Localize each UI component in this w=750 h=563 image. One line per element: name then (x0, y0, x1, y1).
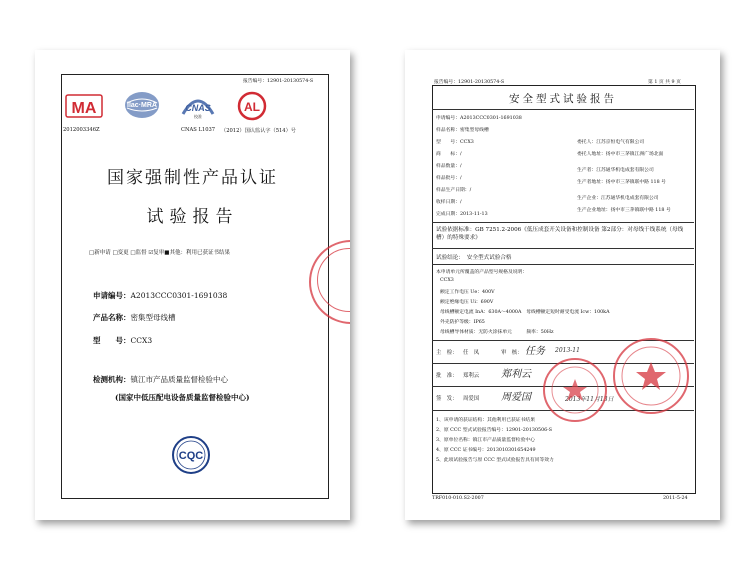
info-line: 型 号：CCX3 (436, 140, 474, 145)
red-seal (613, 338, 689, 414)
report-number: 报告编号：12901-20130574-S (243, 79, 314, 84)
info-line: 委托人：江苏京恒电气有限公司 (577, 140, 645, 145)
basis-text: GB 7251.2-2006《低压成套开关设备和控制设备 第2部分：对母线干线系统（母线槽）的特殊要求》 (436, 227, 684, 241)
svg-text:MA: MA (71, 100, 97, 117)
sign-role: 主 检： (436, 350, 458, 356)
sign-person: 周爱国 (463, 396, 480, 402)
info-line: 委托人地址：扬中市三茅镇江洲广场北面 (577, 152, 664, 157)
field-testing-org (93, 374, 228, 385)
basis-label: 试验依据标准： (436, 227, 476, 233)
field-label: 型 号： (93, 336, 131, 345)
star-icon (615, 340, 687, 412)
sign-person: 郑利云 (463, 373, 480, 379)
field-product-name (93, 312, 176, 323)
divider (432, 264, 694, 265)
note-line: 1、该申请的获证结构：其他利用已获证书结果 (436, 418, 535, 423)
info-line: 生产者地址：扬中市三茅镇联中路 118 号 (577, 180, 666, 185)
sign-date: 2013-11 (555, 347, 580, 354)
coverage-line: 母线槽导体材质：无防火涂抹单元 频率：50Hz (440, 330, 554, 335)
info-line: 申请编号：A2013CCC0301-1691038 (436, 116, 522, 121)
field-value: A2013CCC0301-1691038 (130, 291, 228, 300)
info-line: 样品生产日期：/ (436, 188, 472, 193)
cover-subtitle: 试验报告 (146, 207, 239, 227)
field-application-no (93, 290, 227, 301)
info-line: 样品名称：密集型母线槽 (436, 128, 489, 133)
divider (432, 109, 694, 110)
signature: 郑利云 (501, 369, 531, 380)
info-line: 完成日期：2013-11-13 (436, 212, 488, 217)
conclusion: 试验结论： 安全型式试验合格 (436, 255, 512, 261)
application-type: □新申请 □变更 □监督 ☑复审■其他：利用已获证书结果 (89, 250, 230, 256)
coverage-line: 额定绝缘电压 Ui：690V (440, 300, 494, 305)
info-line: 样品批号：/ (436, 176, 462, 181)
basis-standard (436, 226, 690, 242)
page-info: 第 1 页 共 9 页 (648, 80, 681, 85)
report-page (405, 50, 720, 520)
star-icon (545, 360, 605, 420)
field-label: 申请编号： (93, 291, 131, 300)
coverage-line: 外壳防护等级：IP65 (440, 320, 485, 325)
signature: 周爱国 (501, 392, 531, 403)
sign-role: 签 发： (436, 396, 458, 402)
sign-date: 2013年11月13日 (565, 396, 614, 403)
coverage-line: 额定工作电压 Ue：400V (440, 290, 495, 295)
cnas-code: CNAS L1037 (181, 127, 216, 133)
signature: 任务 (525, 346, 545, 357)
note-line: 5、此项试验报告与原 CCC 型式试验报告具有同等效力 (436, 458, 554, 463)
note-line: 2、原 CCC 型式试验报告编号：12901-20130506-S (436, 428, 553, 433)
info-line: 生产企业：江苏通华机电成套有限公司 (577, 196, 659, 201)
divider (432, 222, 694, 223)
note-line: 4、原 CCC 证书编号：2013010301654249 (436, 448, 536, 453)
ilac-mra-logo (122, 90, 162, 120)
field-label: 检测机构： (93, 375, 131, 384)
red-seal (543, 358, 607, 422)
svg-text:AL: AL (244, 100, 260, 114)
testing-org-subname: (国家中低压配电设备质量监督检验中心) (115, 393, 250, 402)
coverage-title: 本申请单元所覆盖的产品型号规格及说明： (436, 270, 528, 275)
info-line: 样品数量：/ (436, 164, 462, 169)
report-number-right: 报告编号：12901-20130574-S (434, 80, 505, 85)
field-model (93, 335, 152, 346)
report-title: 安全型式试验报告 (509, 93, 617, 105)
info-line: 收样日期：/ (436, 200, 462, 205)
field-value: CCX3 (130, 336, 153, 345)
cal-code: （2012）国认监认字（514）号 (221, 128, 296, 134)
svg-text:CNAS: CNAS (185, 103, 211, 113)
cover-page (35, 50, 350, 520)
info-line: 商 标：/ (436, 152, 462, 157)
cqc-logo (166, 435, 216, 475)
cma-logo (65, 92, 103, 120)
info-line: 生产者：江苏通华机电成套有限公司 (577, 168, 654, 173)
cqc-text: CQC (178, 450, 204, 462)
cnas-sub-label: 校准 (194, 114, 202, 119)
cma-code: 2012003346Z (63, 127, 100, 133)
field-label: 产品名称： (93, 313, 131, 322)
sign-person: 任 凤 (463, 350, 480, 356)
field-value: 镇江市产品质量监督检验中心 (130, 375, 228, 384)
sign-role: 审 核： (501, 350, 523, 356)
note-line: 3、原单位名称：镇江市产品质量监督检验中心 (436, 438, 535, 443)
cover-title: 国家强制性产品认证 (107, 168, 278, 188)
cnas-logo (177, 92, 219, 120)
field-value: 密集型母线槽 (130, 313, 176, 322)
info-line: 生产企业地址：扬中市三茅镇联中路 118 号 (577, 208, 671, 213)
coverage-line: CCX3 (440, 278, 454, 283)
cal-logo (235, 91, 269, 121)
footer-form-code: TRF010-010.S2-2007 (432, 496, 484, 501)
svg-text:ilac·MRA: ilac·MRA (127, 102, 157, 109)
coverage-line: 母线槽额定电流 InA：630A～4000A 母线槽额定短时耐受电流 Icw：100kA (440, 310, 610, 315)
divider (432, 248, 694, 249)
footer-date: 2011-5-24 (663, 496, 688, 501)
sign-role: 批 准： (436, 373, 458, 379)
